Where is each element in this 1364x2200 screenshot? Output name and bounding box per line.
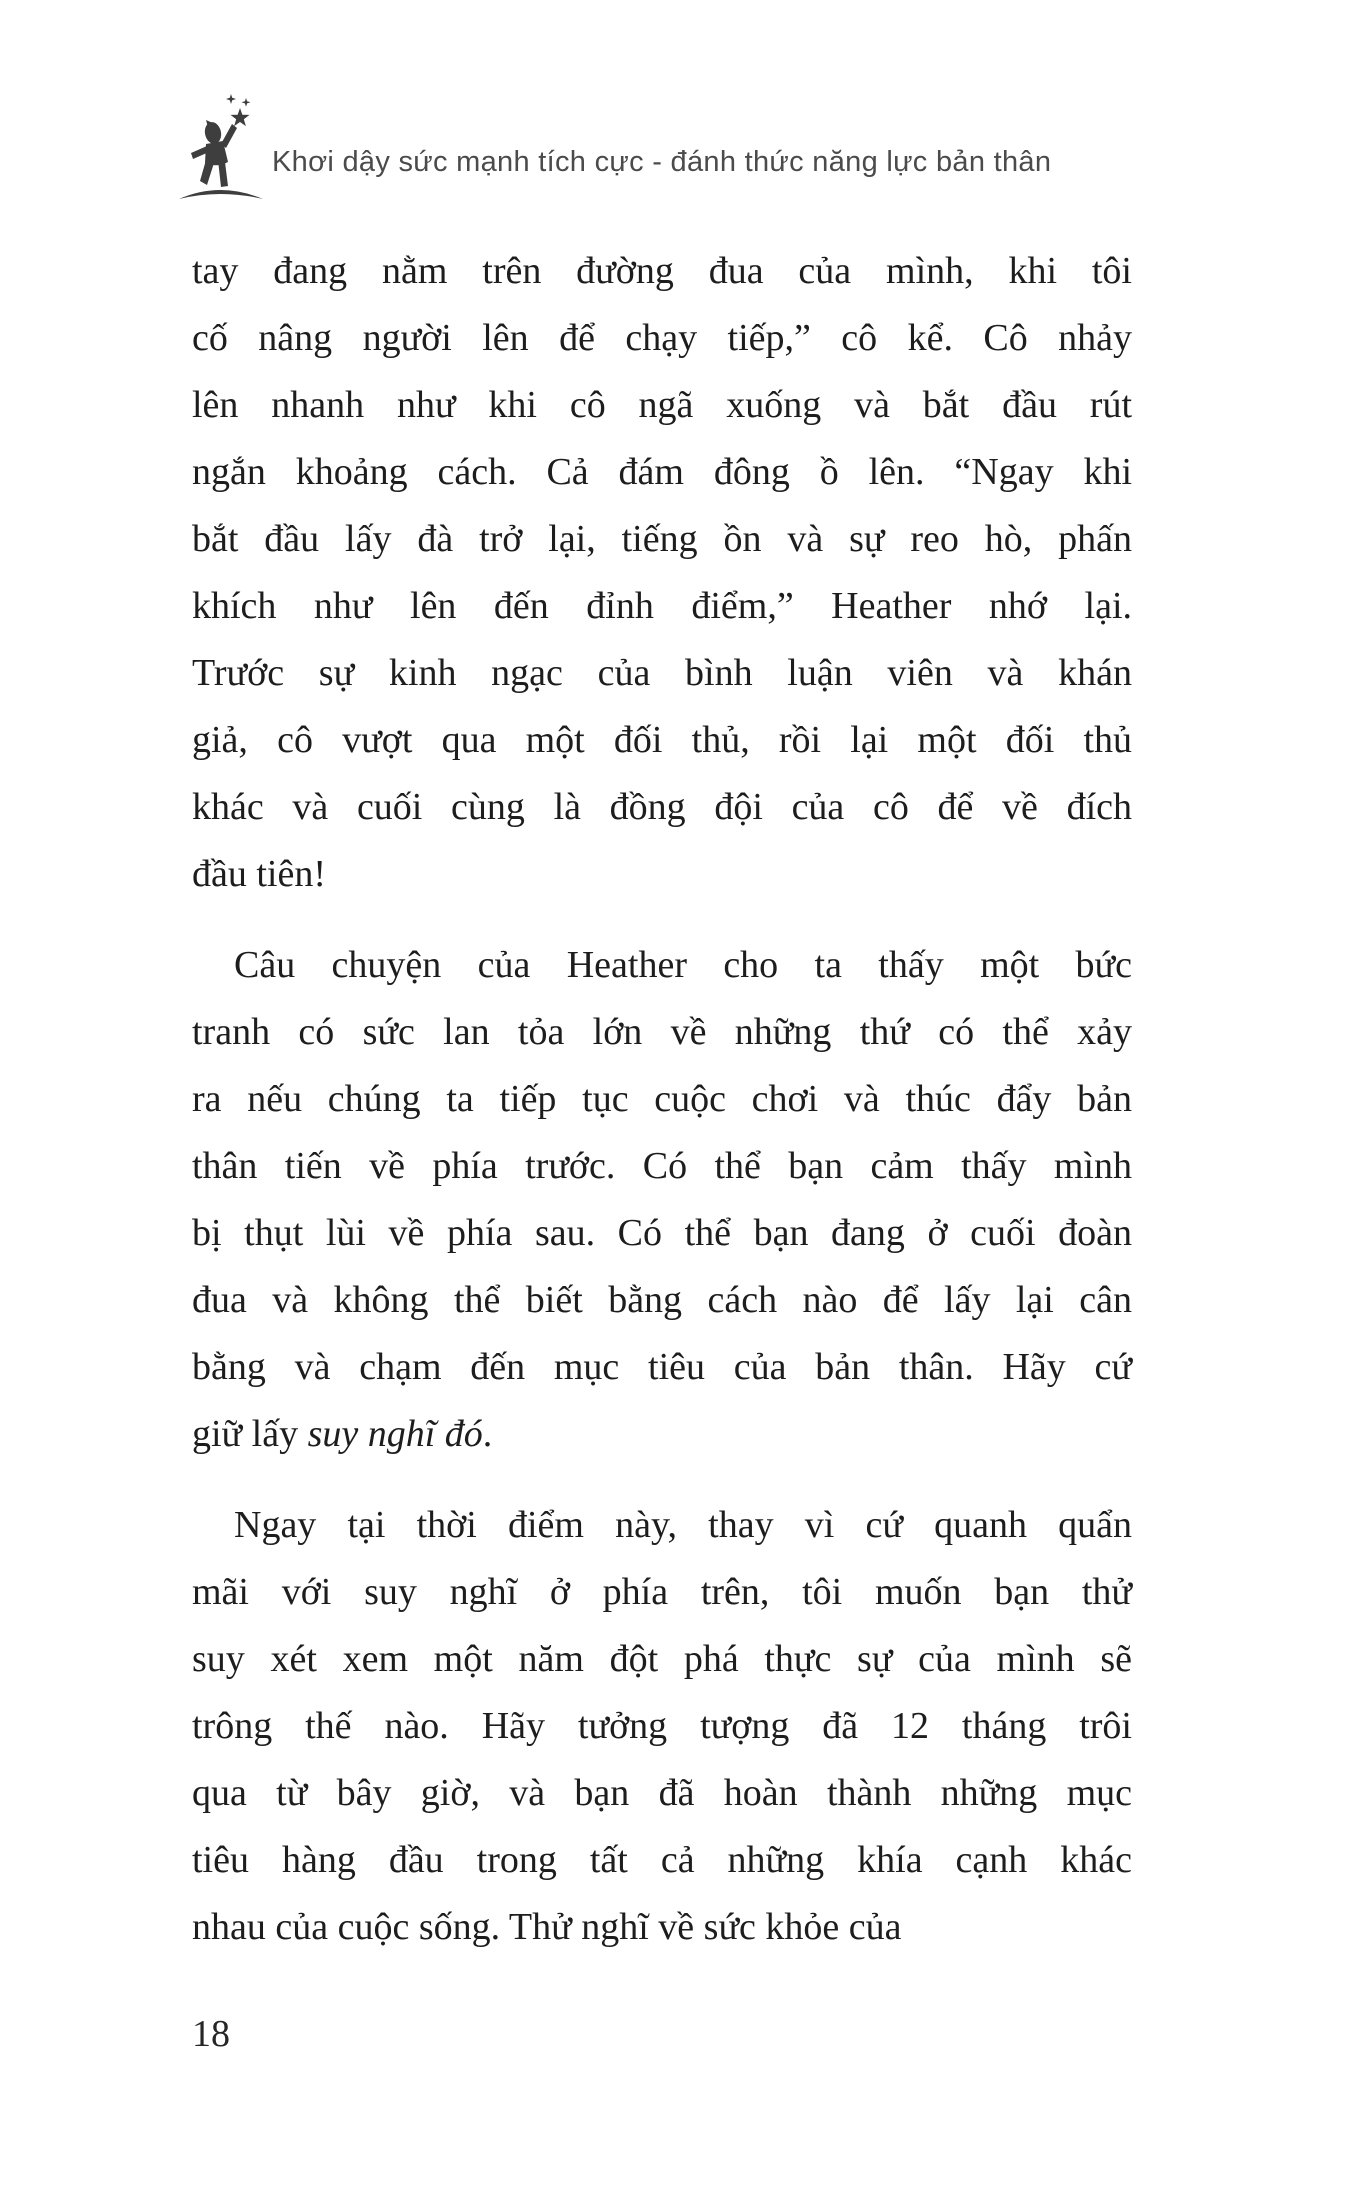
paragraph (192, 238, 1132, 908)
text-line: tiêu hàng đầu trong tất cả những khía cạnh khác (192, 1839, 1132, 1881)
text-line: khác và cuối cùng là đồng đội của cô để về đích (192, 786, 1132, 828)
plain-text: . (482, 1413, 493, 1455)
star-icon (231, 108, 250, 126)
text-line: khích như lên đến đỉnh điểm,” Heather nhớ lại. (192, 585, 1132, 627)
text-line: bắt đầu lấy đà trở lại, tiếng ồn và sự reo hò, phấn (192, 518, 1132, 560)
logo-svg (176, 86, 268, 210)
text-line: ngắn khoảng cách. Cả đám đông ồ lên. “Ngay khi (192, 451, 1132, 493)
text-line: thân tiến về phía trước. Có thể bạn cảm thấy mình (192, 1145, 1132, 1187)
person-leg-left (200, 160, 214, 185)
text-line: suy xét xem một năm đột phá thực sự của mình sẽ (192, 1638, 1132, 1680)
text-line: ra nếu chúng ta tiếp tục cuộc chơi và thúc đẩy bản (192, 1078, 1132, 1120)
text-line: tay đang nằm trên đường đua của mình, khi tôi (192, 250, 1132, 292)
text-line: bằng và chạm đến mục tiêu của bản thân. Hãy cứ (192, 1346, 1132, 1388)
text-line: qua từ bây giờ, và bạn đã hoàn thành những mục (192, 1772, 1132, 1814)
page-number: 18 (192, 2013, 230, 2055)
paragraph (192, 1492, 1132, 1961)
text-line: đua và không thể biết bằng cách nào để lấy lại cân (192, 1279, 1132, 1321)
text-line: trông thế nào. Hãy tưởng tượng đã 12 tháng trôi (192, 1705, 1132, 1747)
logo-shapes (179, 94, 263, 199)
body-text (192, 238, 1132, 1961)
plain-text: giữ lấy (192, 1413, 308, 1455)
text-line: Ngay tại thời điểm này, thay vì cứ quanh quẩn (234, 1504, 1132, 1546)
ground-curve (179, 190, 263, 199)
logo-figure-reaching-star-icon (176, 86, 268, 210)
text-line: nhau của cuộc sống. Thử nghĩ về sức khỏe của (192, 1906, 902, 1948)
text-line: Trước sự kinh ngạc của bình luận viên và khán (192, 652, 1132, 694)
person-arm-raised (221, 124, 237, 148)
text-line: lên nhanh như khi cô ngã xuống và bắt đầu rút (192, 384, 1132, 426)
sparkle-icon (242, 98, 251, 107)
text-line: cố nâng người lên để chạy tiếp,” cô kể. Cô nhảy (192, 317, 1132, 359)
person-leg-right (218, 160, 228, 187)
text-line: Câu chuyện của Heather cho ta thấy một bức (234, 944, 1132, 986)
text-line: mãi với suy nghĩ ở phía trên, tôi muốn bạn thử (192, 1571, 1132, 1613)
running-head-title: Khơi dậy sức mạnh tích cực - đánh thức năng lực bản thân (272, 146, 1052, 178)
text-line: đầu tiên! (192, 853, 327, 895)
text-line: giả, cô vượt qua một đối thủ, rồi lại một đối thủ (192, 719, 1132, 761)
italic-text: suy nghĩ đó (307, 1413, 483, 1455)
text-line: tranh có sức lan tỏa lớn về những thứ có thể xảy (192, 1011, 1132, 1053)
paragraph (192, 932, 1132, 1468)
sparkle-icon (226, 94, 236, 104)
text-line: bị thụt lùi về phía sau. Có thể bạn đang ở cuối đoàn (192, 1212, 1132, 1254)
text-line (192, 1401, 1132, 1468)
